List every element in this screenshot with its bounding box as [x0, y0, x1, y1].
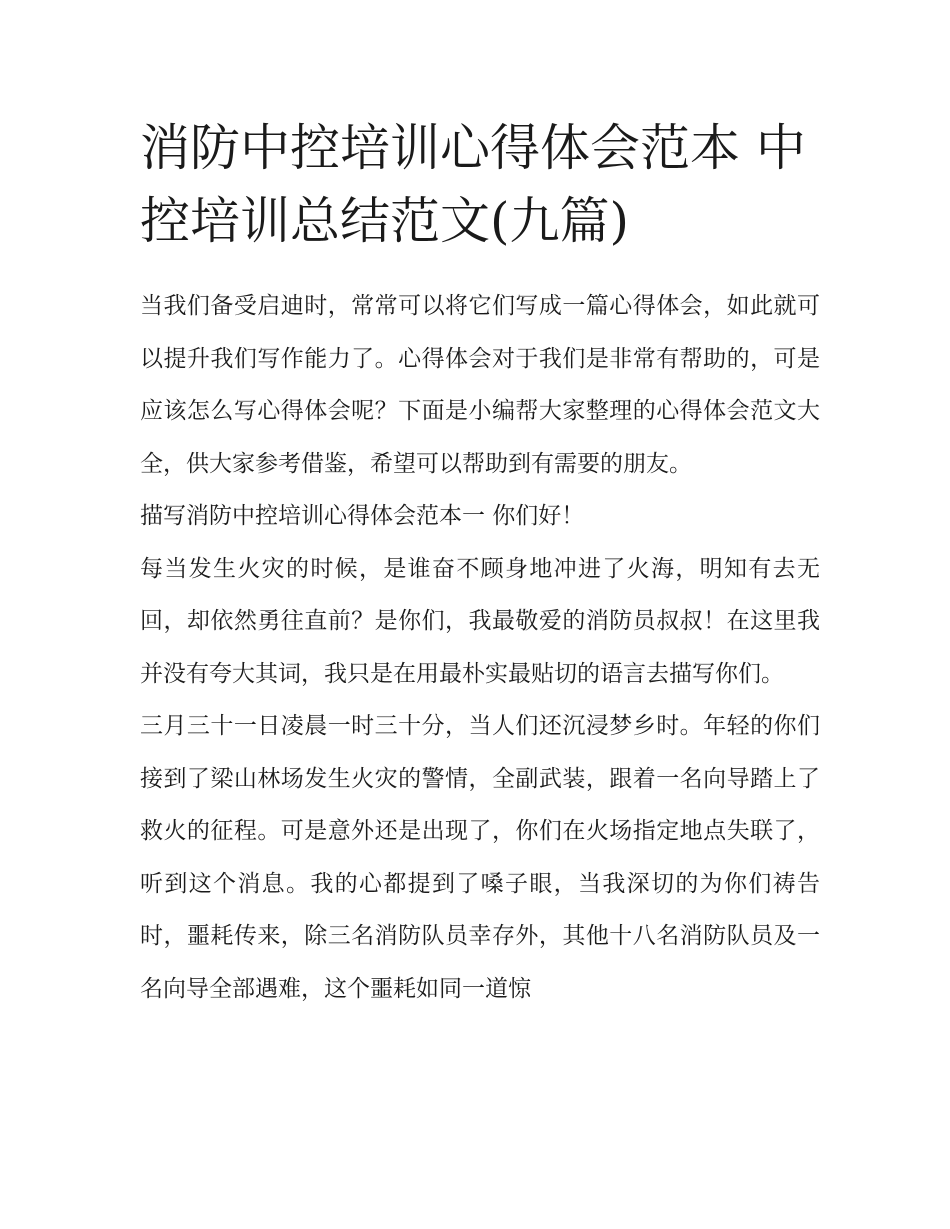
intro-paragraph: 当我们备受启迪时，常常可以将它们写成一篇心得体会，如此就可以提升我们写作能力了。心得体会对于我们是非常有帮助的，可是应该怎么写心得体会呢？下面是小编帮大家整理的心得体会范文大全，供大家参考借鉴，希望可以帮助到有需要的朋友。	[140, 293, 820, 477]
document-body	[140, 280, 820, 1015]
document-page	[140, 112, 820, 1015]
body-paragraph: 每当发生火灾的时候，是谁奋不顾身地冲进了火海，明知有去无回，却依然勇往直前？是你们，我最敬爱的消防员叔叔！在这里我并没有夸大其词，我只是在用最朴实最贴切的语言去描写你们。	[140, 555, 820, 687]
section-heading: 描写消防中控培训心得体会范本一 你们好！	[140, 503, 585, 529]
document-title: 消防中控培训心得体会范本 中控培训总结范文(九篇)	[140, 119, 806, 250]
body-paragraph: 三月三十一日凌晨一时三十分，当人们还沉浸梦乡时。年轻的你们接到了梁山林场发生火灾的警情，全副武装，跟着一名向导踏上了救火的征程。可是意外还是出现了，你们在火场指定地点失联了，听到这个消息。我的心都提到了嗓子眼，当我深切的为你们祷告时，噩耗传来，除三名消防队员幸存外，其他十八名消防队员及一名向导全部遇难，这个噩耗如同一道惊	[140, 713, 820, 1002]
